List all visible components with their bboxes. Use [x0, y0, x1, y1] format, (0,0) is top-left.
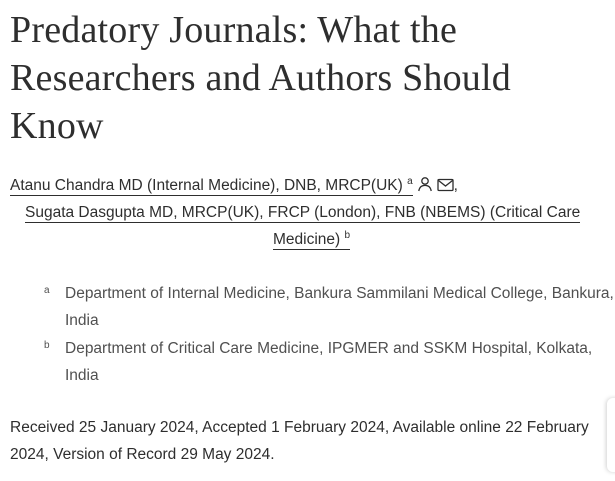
envelope-icon[interactable]	[437, 174, 454, 201]
affiliation-b-label: b	[44, 340, 50, 351]
author-1-affiliation-marker: a	[407, 176, 413, 187]
author-2-name-link-continued[interactable]	[273, 231, 350, 250]
article-title: Predatory Journals: What the Researchers and Authors Should Know	[10, 9, 511, 147]
author-2-name-link[interactable]	[25, 204, 580, 223]
author-separator: ,	[453, 177, 458, 194]
author-2	[25, 199, 580, 226]
author-2-name-line1: Sugata Dasgupta MD, MRCP(UK), FRCP (London), FNB (NBEMS) (Critical Care	[25, 204, 581, 221]
side-panel-tab[interactable]	[607, 398, 615, 472]
author-2-affiliation-marker: b	[344, 230, 351, 241]
affiliation-a-label: a	[44, 285, 50, 296]
person-icon[interactable]	[417, 174, 433, 201]
author-2-name-line2: Medicine)	[273, 231, 341, 248]
author-2-continued	[273, 226, 350, 253]
affiliation-a-text: Department of Internal Medicine, Bankura Sammilani Medical College, Bankura, India	[65, 285, 614, 329]
article-dates: Received 25 January 2024, Accepted 1 February 2024, Available online 22 February 2024, Version of Record 29 May 2024.	[10, 419, 589, 463]
author-1	[10, 172, 615, 201]
author-list	[10, 172, 615, 248]
author-1-name-link[interactable]	[10, 177, 413, 196]
author-1-name: Atanu Chandra MD (Internal Medicine), DNB, MRCP(UK)	[10, 177, 403, 194]
affiliation-b-text: Department of Critical Care Medicine, IPGMER and SSKM Hospital, Kolkata, India	[65, 340, 593, 384]
